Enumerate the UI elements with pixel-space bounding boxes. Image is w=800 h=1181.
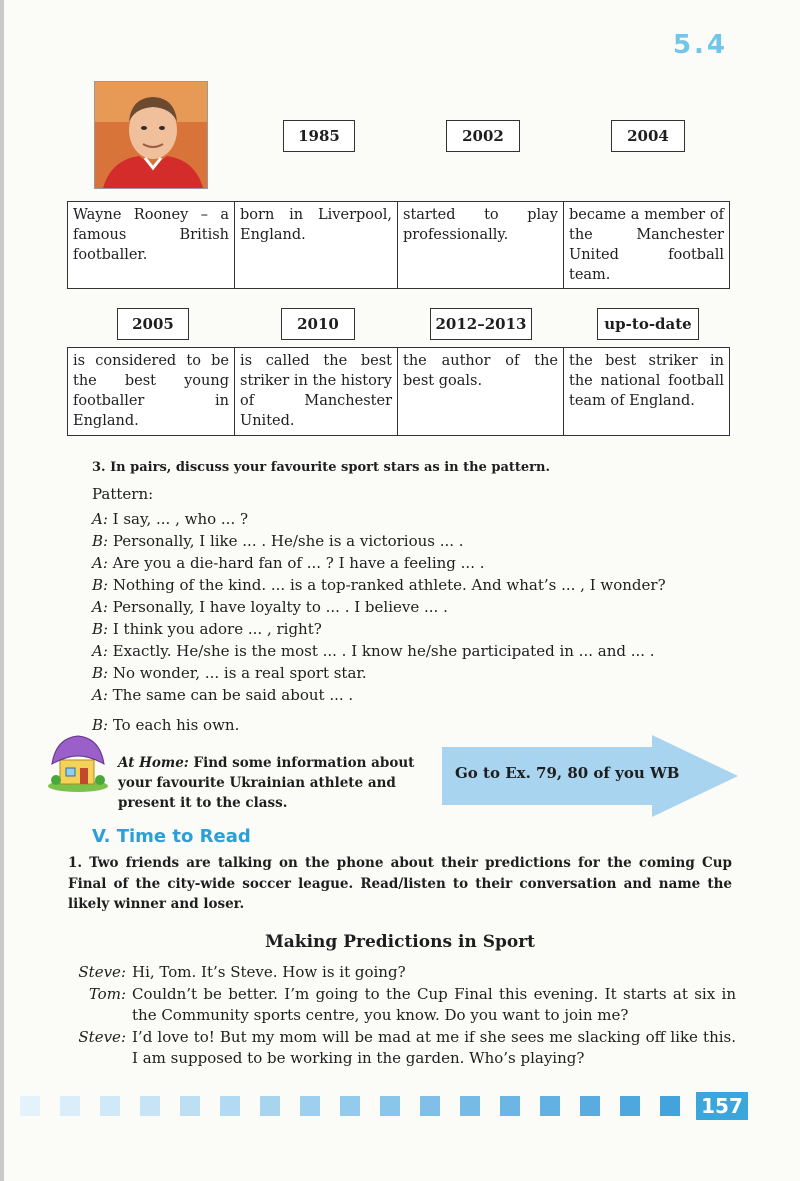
exercise-3-instruction: 3. In pairs, discuss your favourite sport stars as in the pattern. — [92, 460, 550, 475]
year-box-up-to-date: up-to-date — [597, 308, 699, 340]
at-home-task — [118, 753, 430, 813]
year-box-2004: 2004 — [611, 120, 685, 152]
dialog-line: A: The same can be said about ... . — [92, 686, 354, 704]
section-number: 5.4 — [672, 30, 728, 60]
dialog-line: B: To each his own. — [92, 716, 240, 734]
dialog-line: A: Exactly. He/she is the most ... . I know he/she participated in ... and ... . — [92, 642, 655, 660]
timeline-table-2 — [67, 347, 730, 436]
timeline-table-1 — [67, 201, 730, 289]
fact-cell: the best striker in the national football team of England. — [564, 348, 730, 436]
house-icon — [46, 732, 110, 792]
year-box-2002: 2002 — [446, 120, 520, 152]
speaker: Tom: — [88, 984, 126, 1003]
fact-cell: Wayne Rooney – a famous British footballer. — [68, 202, 235, 289]
dialog-line: B: No wonder, ... is a real sport star. — [92, 664, 367, 682]
section-v-title: V. Time to Read — [92, 826, 251, 847]
dialog-line: A: Are you a die-hard fan of ... ? I have a feeling ... . — [92, 554, 485, 572]
speaker: Steve: — [78, 963, 126, 981]
conversation-line — [68, 962, 736, 984]
at-home-text: Find some information about your favourite Ukrainian athlete and present it to the class. — [118, 755, 415, 811]
conversation-line — [68, 984, 736, 1027]
player-photo — [94, 81, 208, 189]
exercise-1-instruction: 1. Two friends are talking on the phone about their predictions for the coming Cup Final of the city-wide soccer league. Read/listen to their conversation and name the likely winner and loser. — [68, 855, 732, 912]
pattern-dialog — [92, 508, 752, 736]
dialog-line: B: Nothing of the kind. ... is a top-ranked athlete. And what’s ... , I wonder? — [92, 576, 666, 594]
page-number: 157 — [696, 1092, 748, 1120]
fact-cell: became a member of the Manchester United football team. — [564, 202, 730, 289]
speaker: Steve: — [78, 1027, 126, 1046]
fact-cell: is called the best striker in the history of Manchester United. — [235, 348, 398, 436]
workbook-reference: Go to Ex. 79, 80 of you WB — [455, 764, 680, 782]
player-portrait-image — [95, 82, 207, 188]
fact-cell: started to play professionally. — [398, 202, 564, 289]
year-box-1985: 1985 — [283, 120, 355, 152]
fact-cell: the author of the best goals. — [398, 348, 564, 436]
reading-conversation — [68, 962, 736, 1070]
fact-cell: is considered to be the best young footballer in England. — [68, 348, 235, 436]
year-box-2005: 2005 — [117, 308, 189, 340]
pattern-label: Pattern: — [92, 485, 154, 503]
dialog-line: B: I think you adore ... , right? — [92, 620, 322, 638]
utterance: I’d love to! But my mom will be mad at me if she sees me slacking off like this. I am supposed to be working in the garden. Who’s playing? — [132, 1027, 736, 1067]
conversation-line — [68, 1027, 736, 1070]
year-box-2010: 2010 — [281, 308, 355, 340]
utterance: Hi, Tom. It’s Steve. How is it going? — [132, 963, 406, 981]
fact-cell: born in Liverpool, England. — [235, 202, 398, 289]
at-home-label: At Home: — [118, 755, 189, 771]
dialog-line: A: Personally, I have loyalty to ... . I believe ... . — [92, 598, 448, 616]
page-edge — [0, 0, 4, 1181]
dialog-line: B: Personally, I like ... . He/she is a victorious ... . — [92, 532, 464, 550]
reading-title: Making Predictions in Sport — [264, 932, 536, 952]
utterance: Couldn’t be better. I’m going to the Cup Final this evening. It starts at six in the Community sports centre, you know. Do you want to join me? — [132, 984, 736, 1024]
year-box-2012-2013: 2012–2013 — [430, 308, 532, 340]
footer-decoration — [20, 1092, 700, 1120]
dialog-line: A: I say, ... , who ... ? — [92, 510, 249, 528]
